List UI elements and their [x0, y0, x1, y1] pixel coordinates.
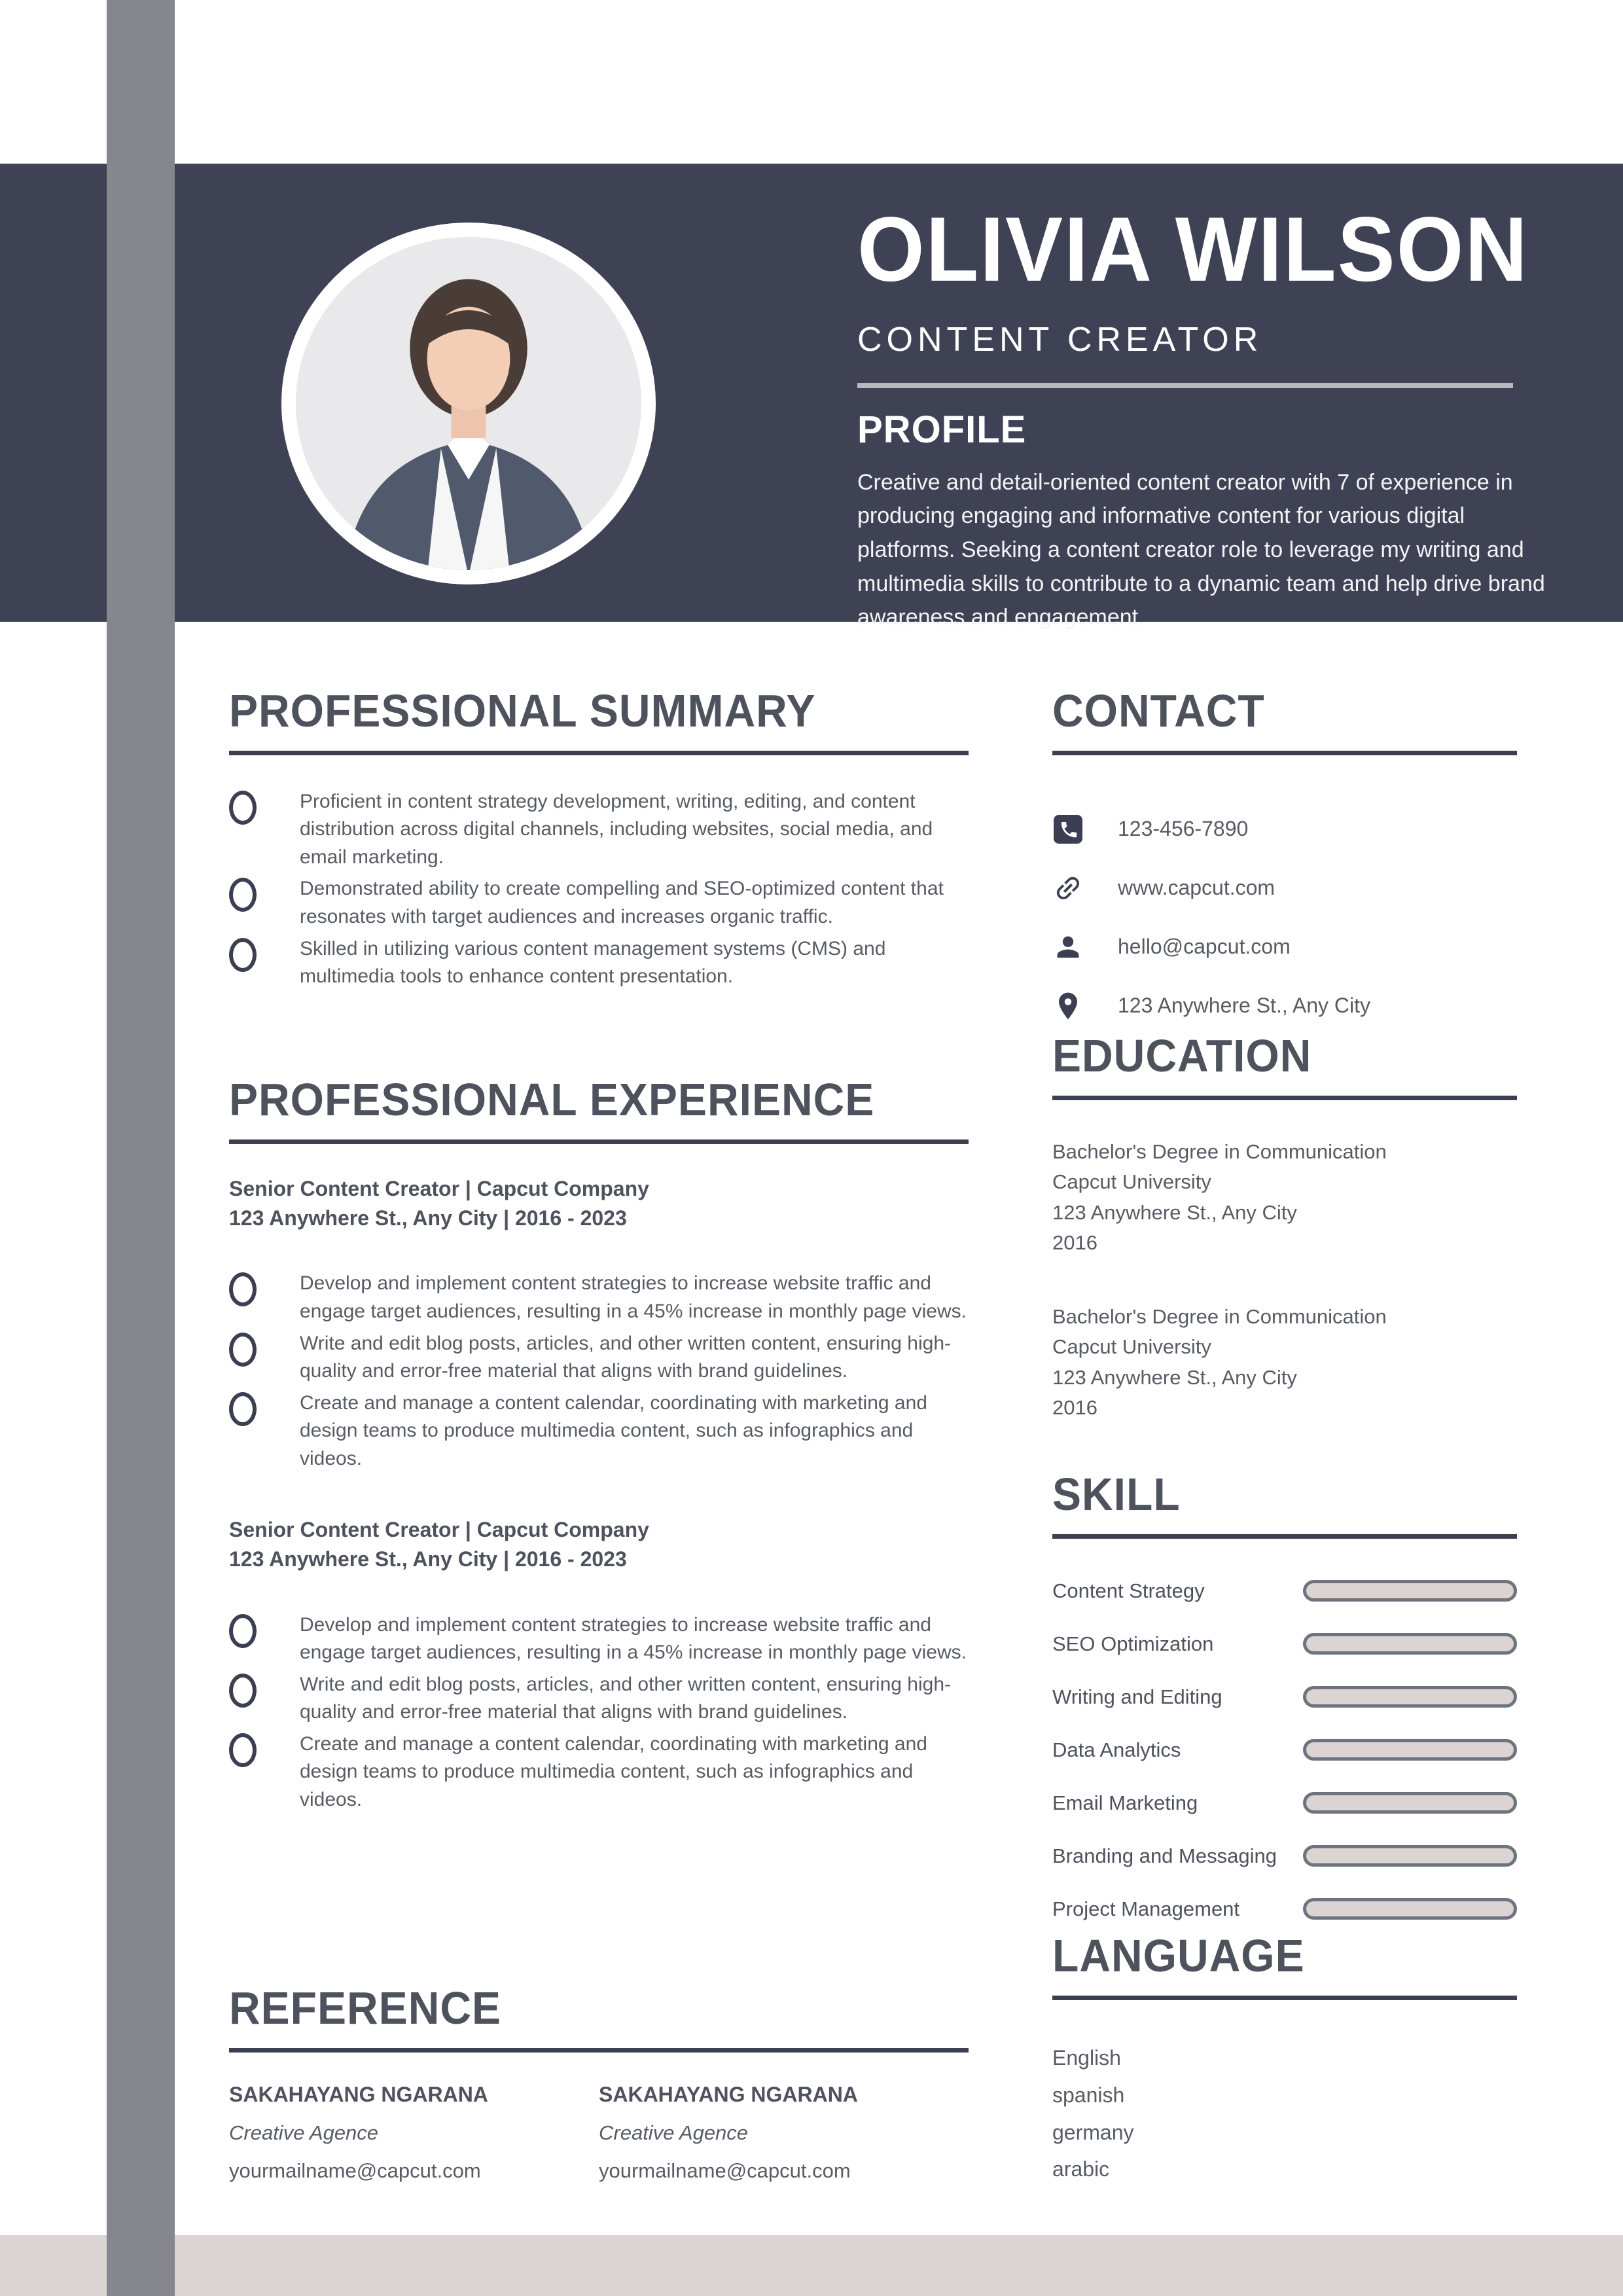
job-title: Senior Content Creator | Capcut Company [229, 1176, 649, 1200]
language-item: English [1052, 2045, 1121, 2070]
list-item [229, 1330, 969, 1386]
bullet-text: Develop and implement content strategies to increase website traffic and engage target audiences, resulting in a 45% increase in monthly page views. [300, 1613, 967, 1664]
skill-row [1052, 1844, 1517, 1868]
list-item [229, 935, 969, 991]
skill-bar [1303, 1792, 1517, 1814]
skill-row [1052, 1791, 1517, 1815]
section-heading: SKILL [1052, 1468, 1181, 1520]
education-entry [1052, 1137, 1517, 1259]
bullet-ring-icon [229, 1674, 257, 1708]
skill-label: SEO Optimization [1052, 1632, 1214, 1655]
contact-row-website [1052, 859, 1517, 918]
contact-row-email [1052, 918, 1517, 977]
location-icon [1052, 990, 1084, 1022]
bullet-ring-icon [229, 1733, 257, 1767]
skill-bar [1303, 1686, 1517, 1708]
section-divider [229, 751, 969, 755]
skill-row [1052, 1579, 1517, 1603]
language-item: germany [1052, 2120, 1134, 2144]
job-meta: 123 Anywhere St., Any City | 2016 - 2023 [229, 1547, 627, 1571]
skill-bar [1303, 1845, 1517, 1867]
list-item [229, 1611, 969, 1667]
section-divider [229, 2048, 969, 2053]
language-item: arabic [1052, 2157, 1110, 2181]
skill-label: Data Analytics [1052, 1738, 1181, 1761]
bullet-ring-icon [229, 1272, 257, 1306]
bullet-ring-icon [229, 878, 257, 912]
skill-bar [1303, 1580, 1517, 1602]
person-icon [1052, 931, 1084, 963]
section-education [1052, 1031, 1517, 1424]
job-bullet-list [229, 1611, 969, 1814]
job-meta: 123 Anywhere St., Any City | 2016 - 2023 [229, 1206, 627, 1230]
skill-bar [1303, 1739, 1517, 1761]
contact-address: 123 Anywhere St., Any City [1118, 994, 1370, 1018]
skill-label: Writing and Editing [1052, 1685, 1222, 1708]
person-job-title: CONTENT CREATOR [857, 320, 1263, 359]
reference-company: Creative Agence [599, 2121, 749, 2144]
education-year: 2016 [1052, 1231, 1097, 1255]
section-heading: LANGUAGE [1052, 1929, 1305, 1981]
section-heading: PROFESSIONAL SUMMARY [229, 685, 816, 736]
job-entry [229, 1515, 969, 1814]
reference-email[interactable]: yourmailname@capcut.com [599, 2159, 851, 2182]
section-divider [1052, 1096, 1517, 1100]
contact-row-phone [1052, 800, 1517, 859]
contact-row-address [1052, 977, 1517, 1035]
reference-card [599, 2083, 969, 2183]
section-reference [229, 1983, 969, 2183]
contact-list [1052, 800, 1517, 1035]
bullet-text: Skilled in utilizing various content management systems (CMS) and multimedia tools to enhance content presentation. [300, 937, 886, 988]
section-heading: PROFESSIONAL EXPERIENCE [229, 1073, 875, 1125]
education-address: 123 Anywhere St., Any City [1052, 1365, 1297, 1389]
list-item [229, 875, 969, 931]
education-year: 2016 [1052, 1396, 1097, 1420]
bullet-text: Create and manage a content calendar, coordinating with marketing and design teams to produce multimedia content, such as infographics and videos. [300, 1732, 927, 1811]
list-item [229, 1731, 969, 1814]
section-skill [1052, 1469, 1517, 1921]
bullet-text: Develop and implement content strategies to increase website traffic and engage target audiences, resulting in a 45% increase in monthly page views. [300, 1272, 967, 1323]
header-divider [857, 383, 1513, 388]
list-item [229, 1390, 969, 1473]
skill-list [1052, 1579, 1517, 1921]
list-item [229, 1671, 969, 1727]
section-heading: CONTACT [1052, 685, 1265, 736]
contact-phone: 123-456-7890 [1118, 817, 1249, 841]
education-school: Capcut University [1052, 1170, 1211, 1194]
phone-icon [1052, 814, 1084, 845]
education-address: 123 Anywhere St., Any City [1052, 1200, 1297, 1224]
section-contact [1052, 686, 1517, 1035]
bullet-ring-icon [229, 1333, 257, 1367]
education-degree: Bachelor's Degree in Communication [1052, 1139, 1387, 1163]
skill-row [1052, 1685, 1517, 1709]
bullet-text: Demonstrated ability to create compelling and SEO-optimized content that resonates with target audiences and increases organic traffic. [300, 878, 944, 927]
section-heading: EDUCATION [1052, 1030, 1312, 1081]
person-name: OLIVIA WILSON [857, 198, 1529, 300]
job-title: Senior Content Creator | Capcut Company [229, 1517, 649, 1541]
profile-text: Creative and detail-oriented content creator with 7 of experience in producing engaging and informative content for various digital platforms. Seeking a content creator role to leverage my writing and multimedia skills to contribute to a dynamic team and help drive brand awareness and engagement. [857, 469, 1545, 630]
education-school: Capcut University [1052, 1335, 1211, 1359]
vertical-accent-bar [107, 0, 175, 2296]
profile-heading: PROFILE [857, 408, 1027, 451]
bullet-text: Write and edit blog posts, articles, and other written content, ensuring high-quality and error-free material that aligns with brand guidelines. [300, 1332, 951, 1382]
bullet-ring-icon [229, 938, 257, 972]
section-professional-experience [229, 1075, 969, 1814]
job-bullet-list [229, 1270, 969, 1473]
list-item [229, 788, 969, 872]
skill-label: Branding and Messaging [1052, 1844, 1277, 1867]
skill-label: Project Management [1052, 1897, 1240, 1920]
skill-row [1052, 1632, 1517, 1656]
section-divider [1052, 1996, 1517, 2000]
education-degree: Bachelor's Degree in Communication [1052, 1304, 1387, 1328]
reference-email[interactable]: yourmailname@capcut.com [229, 2159, 481, 2182]
language-item: spanish [1052, 2083, 1125, 2107]
reference-name: SAKAHAYANG NGARANA [599, 2082, 858, 2106]
bullet-text: Proficient in content strategy development, writing, editing, and content distribution across digital channels, including websites, social media, and email marketing. [300, 790, 933, 868]
header [857, 198, 1564, 635]
section-divider [229, 1139, 969, 1144]
skill-label: Email Marketing [1052, 1791, 1198, 1814]
bullet-ring-icon [229, 1614, 257, 1648]
link-icon [1052, 872, 1084, 904]
portrait-illustration [296, 237, 641, 570]
reference-name: SAKAHAYANG NGARANA [229, 2082, 488, 2106]
skill-row [1052, 1897, 1517, 1921]
footer-band [0, 2235, 1623, 2296]
contact-website[interactable]: www.capcut.com [1118, 876, 1275, 900]
skill-bar [1303, 1633, 1517, 1655]
skill-label: Content Strategy [1052, 1579, 1205, 1602]
section-divider [1052, 1534, 1517, 1539]
profile-photo [281, 223, 656, 584]
skill-row [1052, 1738, 1517, 1762]
education-entry [1052, 1302, 1517, 1424]
language-list [1052, 2039, 1517, 2189]
list-item [229, 1270, 969, 1325]
section-heading: REFERENCE [229, 1982, 502, 2034]
reference-list [229, 2083, 969, 2183]
skill-bar [1303, 1898, 1517, 1920]
section-divider [1052, 751, 1517, 755]
section-professional-summary [229, 686, 969, 991]
contact-email[interactable]: hello@capcut.com [1118, 935, 1291, 959]
job-entry [229, 1174, 969, 1473]
reference-company: Creative Agence [229, 2121, 379, 2144]
summary-bullet-list [229, 788, 969, 991]
section-language [1052, 1931, 1517, 2188]
reference-card [229, 2083, 599, 2183]
bullet-text: Create and manage a content calendar, coordinating with marketing and design teams to produce multimedia content, such as infographics and videos. [300, 1391, 927, 1470]
bullet-ring-icon [229, 791, 257, 825]
bullet-text: Write and edit blog posts, articles, and other written content, ensuring high-quality and error-free material that aligns with brand guidelines. [300, 1673, 951, 1723]
bullet-ring-icon [229, 1392, 257, 1426]
